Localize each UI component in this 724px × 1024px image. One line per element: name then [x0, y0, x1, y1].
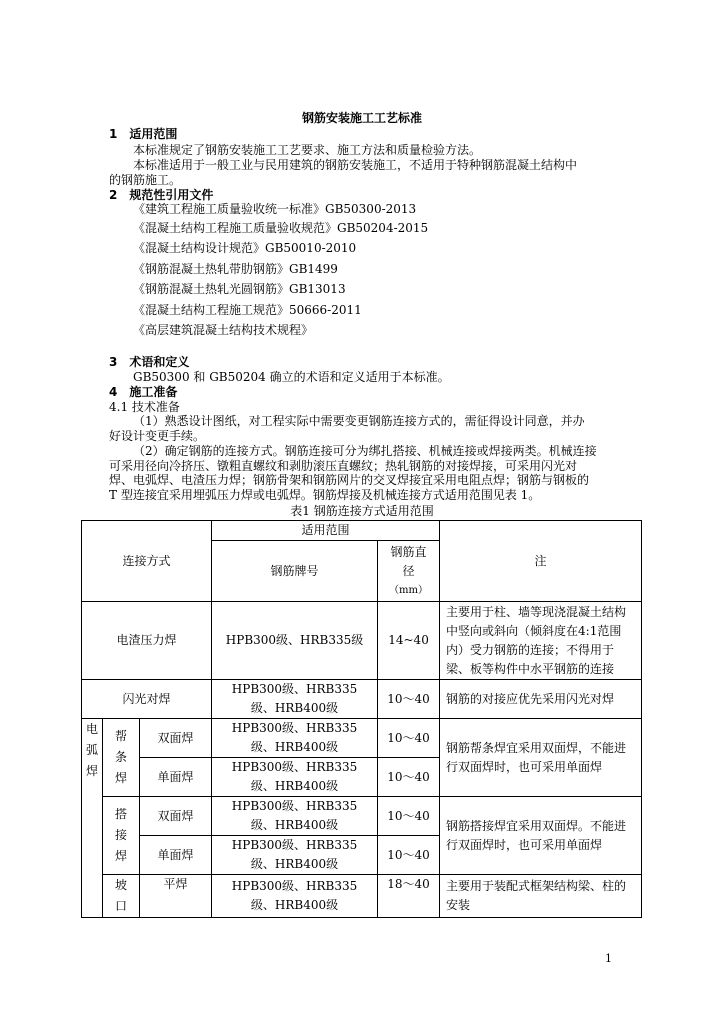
groove-diameter: 18～40 [378, 875, 440, 918]
connection-method-table [81, 520, 642, 918]
reference-item: 《高层建筑混凝土结构技术规程》 [133, 323, 314, 337]
groove-weld-char: 口 [114, 899, 127, 913]
groove-weld-char: 坡 [114, 878, 127, 892]
header-note: 注 [440, 521, 642, 602]
strap-single-diameter: 10～40 [378, 758, 440, 797]
electroslag-grade: HPB300级、HRB335级 [212, 602, 378, 680]
lap-single-sided: 单面焊 [140, 836, 212, 875]
grade-line-1: HPB300级、HRB335 [231, 721, 358, 735]
table-row [82, 602, 642, 680]
groove-grade [212, 875, 378, 918]
section-1-paragraph-2-line-1: 本标准适用于一般工业与民用建筑的钢筋安装施工，不适用于特种钢筋混凝土结构中 [133, 158, 578, 172]
grade-line-2: 级、HRB400级 [250, 857, 339, 871]
header-scope: 适用范围 [212, 521, 440, 541]
table-row [82, 875, 642, 918]
groove-flat-weld: 平焊 [140, 875, 212, 918]
strap-double-grade [212, 719, 378, 758]
section-3-heading: 3 术语和定义 [109, 355, 190, 369]
lap-weld-group [103, 797, 140, 875]
table-header-row [82, 521, 642, 541]
arc-welding-char: 焊 [85, 764, 98, 778]
paragraph-2-line-1: （2）确定钢筋的连接方式。钢筋连接可分为绑扎搭接、机械连接或焊接两类。机械连接 [133, 444, 597, 458]
flash-butt-diameter: 10～40 [378, 680, 440, 719]
table-row [82, 719, 642, 758]
reference-item: 《钢筋混凝土热轧光圆钢筋》GB13013 [133, 282, 346, 296]
lap-weld-char: 焊 [114, 849, 127, 863]
grade-line-1: HPB300级、HRB335 [231, 838, 358, 852]
grade-line-1: HPB300级、HRB335 [231, 682, 358, 696]
grade-line-1: HPB300级、HRB335 [231, 799, 358, 813]
lap-double-sided: 双面焊 [140, 797, 212, 836]
lap-single-diameter: 10～40 [378, 836, 440, 875]
flash-butt-note: 钢筋的对接应优先采用闪光对焊 [440, 680, 642, 719]
paragraph-2-line-4: T 型连接宜采用埋弧压力焊或电弧焊。钢筋焊接及机械连接方式适用范围见表 1。 [109, 488, 541, 502]
section-4-heading: 4 施工准备 [109, 385, 178, 399]
section-1-paragraph-2-line-2: 的钢筋施工。 [109, 173, 182, 187]
reference-item: 《建筑工程施工质量验收统一标准》GB50300-2013 [133, 202, 417, 216]
section-4-1-heading: 4.1 技术准备 [109, 400, 180, 414]
paragraph-1-line-1: （1）熟悉设计图纸，对工程实际中需要变更钢筋连接方式的，需征得设计同意，并办 [133, 414, 585, 428]
reference-item: 《混凝土结构工程施工质量验收规范》GB50204-2015 [133, 221, 429, 235]
arc-welding-char: 弧 [85, 743, 98, 757]
flash-butt-grade [212, 680, 378, 719]
electroslag-diameter: 14~40 [378, 602, 440, 680]
strap-weld-group [103, 719, 140, 797]
table-caption: 表1 钢筋连接方式适用范围 [290, 504, 434, 518]
paragraph-2-line-3: 焊、电弧焊、电渣压力焊；钢筋骨架和钢筋网片的交叉焊接宜采用电阻点焊；钢筋与钢板的 [109, 473, 590, 487]
flash-butt-method: 闪光对焊 [82, 680, 212, 719]
lap-double-grade [212, 797, 378, 836]
strap-double-diameter: 10～40 [378, 719, 440, 758]
reference-item: 《混凝土结构设计规范》GB50010-2010 [133, 241, 357, 255]
strap-weld-char: 帮 [114, 729, 127, 743]
strap-weld-note: 钢筋帮条焊宜采用双面焊，不能进行双面焊时，也可采用单面焊 [440, 719, 642, 797]
groove-weld-group [103, 875, 140, 918]
page-number: 1 [605, 952, 612, 965]
section-1-heading: 1 适用范围 [109, 127, 178, 141]
header-steel-grade: 钢筋牌号 [212, 541, 378, 602]
strap-single-grade [212, 758, 378, 797]
strap-single-sided: 单面焊 [140, 758, 212, 797]
reference-item: 《混凝土结构工程施工规范》50666-2011 [133, 303, 362, 317]
electroslag-method: 电渣压力焊 [82, 602, 212, 680]
groove-note: 主要用于装配式框架结构梁、柱的安装 [440, 875, 642, 918]
grade-line-1: HPB300级、HRB335 [231, 760, 358, 774]
lap-single-grade [212, 836, 378, 875]
table-row [82, 797, 642, 836]
section-3-paragraph: GB50300 和 GB50204 确立的术语和定义适用于本标准。 [133, 370, 450, 384]
strap-weld-char: 焊 [114, 771, 127, 785]
lap-weld-note: 钢筋搭接焊宜采用双面焊。不能进行双面焊时，也可采用单面焊 [440, 797, 642, 875]
grade-line-2: 级、HRB400级 [250, 898, 339, 912]
arc-welding-group [82, 719, 103, 918]
paragraph-1-line-2: 好设计变更手续。 [109, 429, 206, 443]
header-diameter-unit: （mm） [389, 584, 429, 596]
grade-line-1: HPB300级、HRB335 [231, 879, 358, 893]
section-1-paragraph-1: 本标准规定了钢筋安装施工工艺要求、施工方法和质量检验方法。 [133, 143, 482, 157]
grade-line-2: 级、HRB400级 [250, 779, 339, 793]
lap-double-diameter: 10～40 [378, 797, 440, 836]
page-title: 钢筋安装施工工艺标准 [301, 111, 422, 125]
arc-welding-char: 电 [85, 722, 98, 736]
strap-weld-char: 条 [114, 750, 127, 764]
strap-double-sided: 双面焊 [140, 719, 212, 758]
header-diameter [378, 541, 440, 602]
header-connection-method: 连接方式 [82, 521, 212, 602]
section-2-heading: 2 规范性引用文件 [109, 188, 214, 202]
electroslag-note: 主要用于柱、墙等现浇混凝土结构中竖向或斜向（倾斜度在4:1范围内）受力钢筋的连接；不得用于梁、板等构件中水平钢筋的连接 [440, 602, 642, 680]
lap-weld-char: 接 [114, 828, 127, 842]
reference-item: 《钢筋混凝土热轧带肋钢筋》GB1499 [133, 262, 338, 276]
lap-weld-char: 搭 [114, 807, 127, 821]
table-row [82, 680, 642, 719]
grade-line-2: 级、HRB400级 [250, 818, 339, 832]
grade-line-2: 级、HRB400级 [250, 740, 339, 754]
header-diameter-line-2: 径 [402, 563, 415, 578]
paragraph-2-line-2: 可采用径向冷挤压、镦粗直螺纹和剥肋滚压直螺纹；热轧钢筋的对接焊接，可采用闪光对 [109, 459, 578, 473]
header-diameter-line-1: 钢筋直 [390, 544, 427, 559]
grade-line-2: 级、HRB400级 [250, 701, 339, 715]
